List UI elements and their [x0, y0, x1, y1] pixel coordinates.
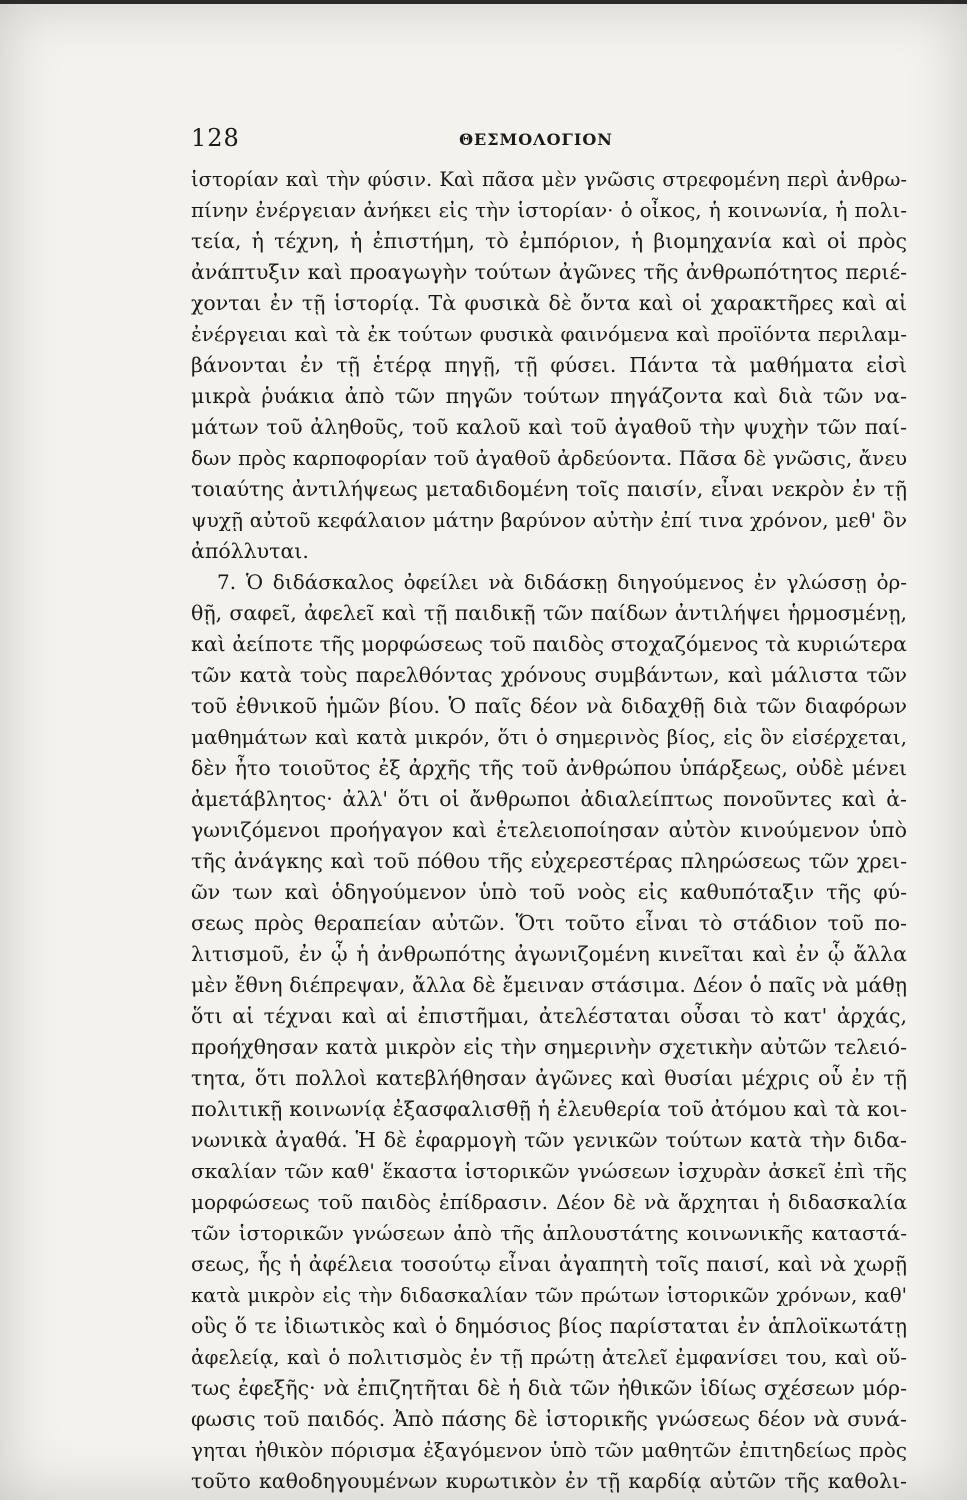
text-line: τῶν ἱστορικῶν γνώσεων ἀπὸ τῆς ἁπλουστάτης κοινωνικῆς καταστά-	[191, 1221, 907, 1245]
text-line: βάνονται ἐν τῇ ἑτέρᾳ πηγῇ, τῇ φύσει. Πάντα τὰ μαθήματα εἰσὶ	[191, 353, 907, 377]
text-line: τως ἐφεξῆς· νὰ ἐπιζητῆται δὲ ἡ διὰ τῶν ἠθικῶν ἰδίως σχέσεων μόρ-	[191, 1376, 907, 1400]
text-line: μάτων τοῦ ἀληθοῦς, τοῦ καλοῦ καὶ τοῦ ἀγαθοῦ τὴν ψυχὴν τῶν παί-	[191, 415, 907, 439]
text-line: τοῦ ἐθνικοῦ ἡμῶν βίου. Ὁ παῖς δέον νὰ διδαχθῇ διὰ τῶν διαφόρων	[191, 694, 907, 718]
text-line: κατὰ μικρὸν εἰς τὴν διδασκαλίαν τῶν πρώτων ἱστορικῶν χρόνων, καθ'	[191, 1284, 907, 1307]
text-line: γηται ἠθικὸν πόρισμα ἐξαγόμενον ὑπὸ τῶν μαθητῶν ἐπιτηδείως πρὸς	[191, 1438, 907, 1462]
text-line-paragraph-start: 7. Ὁ διδάσκαλος ὀφείλει νὰ διδάσκῃ διηγούμενος ἐν γλώσσῃ ὀρ-	[217, 570, 907, 594]
text-line: τῶν κατὰ τοὺς παρελθόντας χρόνους συμβάντων, καὶ μάλιστα τῶν	[191, 663, 907, 687]
text-line: ἐνέργειαι καὶ τὰ ἐκ τούτων φυσικὰ φαινόμενα καὶ προϊόντα περιλαμ-	[191, 322, 907, 346]
text-line: ὅτι αἱ τέχναι καὶ αἱ ἐπιστῆμαι, ἀτελέσταται οὖσαι τὸ κατ' ἀρχάς,	[191, 1004, 907, 1028]
running-title: ΘΕΣΜΟΛΟΓΙΟΝ	[459, 130, 613, 149]
page-header	[191, 124, 881, 160]
text-line: τητα, ὅτι πολλοὶ κατεβλήθησαν ἀγῶνες καὶ θυσίαι μέχρις οὗ ἐν τῇ	[191, 1066, 907, 1090]
scan-border	[0, 0, 967, 4]
text-line: ἀνάπτυξιν καὶ προαγωγὴν τούτων ἀγῶνες τῆς ἀνθρωπότητος περιέ-	[191, 260, 907, 284]
text-line-paragraph-end: ἀπόλλυται.	[191, 539, 309, 563]
text-line: τεία, ἡ τέχνη, ἡ ἐπιστήμη, τὸ ἐμπόριον, ἡ βιομηχανία καὶ οἱ πρὸς	[191, 229, 907, 253]
text-line: φωσις τοῦ παιδός. Ἀπὸ πάσης δὲ ἱστορικῆς γνώσεως δέον νὰ συνά-	[191, 1407, 907, 1431]
text-line: μαθημάτων καὶ κατὰ μικρόν, ὅτι ὁ σημερινὸς βίος, εἰς ὃν εἰσέρχεται,	[191, 725, 907, 749]
text-line: ἀμετάβλητος· ἀλλ' ὅτι οἱ ἄνθρωποι ἀδιαλείπτως πονοῦντες καὶ ἀ-	[191, 787, 907, 811]
text-line: οὓς ὅ τε ἰδιωτικὸς καὶ ὁ δημόσιος βίος παρίσταται ἐν ἁπλοϊκωτάτῃ	[191, 1314, 907, 1338]
text-line: ἀφελείᾳ, καὶ ὁ πολιτισμὸς ἐν τῇ πρώτῃ ἀτελεῖ ἐμφανίσει του, καὶ οὕ-	[191, 1345, 907, 1369]
text-line: πίνην ἐνέργειαν ἀνήκει εἰς τὴν ἱστορίαν· ὁ οἶκος, ἡ κοινωνία, ἡ πολι-	[191, 198, 907, 222]
text-line: νωνικὰ ἀγαθά. Ἡ δὲ ἐφαρμογὴ τῶν γενικῶν τούτων κατὰ τὴν διδα-	[191, 1128, 907, 1152]
text-line: προήχθησαν κατὰ μικρὸν εἰς τὴν σημερινὴν σχετικὴν αὐτῶν τελειό-	[191, 1035, 907, 1059]
text-line: θῇ, σαφεῖ, ἀφελεῖ καὶ τῇ παιδικῇ τῶν παίδων ἀντιλήψει ἡρμοσμένῃ,	[191, 601, 907, 625]
text-line: ψυχῇ αὐτοῦ κεφάλαιον μάτην βαρύνον αὐτὴν ἐπί τινα χρόνον, μεθ' ὃν	[191, 508, 907, 532]
text-line: ῶν των καὶ ὁδηγούμενον ὑπὸ τοῦ νοὸς εἰς καθυπόταξιν τῆς φύ-	[191, 880, 907, 904]
text-line: πολιτικῇ κοινωνίᾳ ἐξασφαλισθῇ ἡ ἐλευθερία τοῦ ἀτόμου καὶ τὰ κοι-	[191, 1097, 907, 1121]
text-line: ἱστορίαν καὶ τὴν φύσιν. Καὶ πᾶσα μὲν γνῶσις στρεφομένη περὶ ἀνθρω-	[191, 168, 907, 191]
text-line: δων πρὸς καρποφορίαν τοῦ ἀγαθοῦ ἀρδεύοντα. Πᾶσα δὲ γνῶσις, ἄνευ	[191, 446, 907, 470]
text-line: μορφώσεως τοῦ παιδὸς ἐπίδρασιν. Δέον δὲ νὰ ἄρχηται ἡ διδασκαλία	[191, 1190, 907, 1214]
body-text	[191, 164, 907, 1497]
text-line: μὲν ἔθνη διέπρεψαν, ἄλλα δὲ ἔμειναν στάσιμα. Δέον ὁ παῖς νὰ μάθῃ	[191, 973, 907, 997]
text-line: σκαλίαν τῶν καθ' ἕκαστα ἱστορικῶν γνώσεων ἰσχυρὰν ἀσκεῖ ἐπὶ τῆς	[191, 1159, 907, 1183]
text-line: λιτισμοῦ, ἐν ᾧ ἡ ἀνθρωπότης ἀγωνιζομένη κινεῖται καὶ ἐν ᾧ ἄλλα	[191, 942, 907, 966]
text-line: τοιαύτης ἀντιλήψεως μεταδιδομένη τοῖς παισίν, εἶναι νεκρὸν ἐν τῇ	[191, 477, 907, 501]
text-line: σεως, ἧς ἡ ἀφέλεια τοσούτῳ εἶναι ἀγαπητὴ τοῖς παισί, καὶ νὰ χωρῇ	[191, 1252, 907, 1276]
text-line: δὲν ἦτο τοιοῦτος ἐξ ἀρχῆς τῆς τοῦ ἀνθρώπου ὑπάρξεως, οὐδὲ μένει	[191, 756, 907, 780]
page-number: 128	[191, 124, 240, 152]
text-line: μικρὰ ῥυάκια ἀπὸ τῶν πηγῶν τούτων πηγάζοντα καὶ διὰ τῶν να-	[191, 384, 907, 408]
text-line: καὶ ἀείποτε τῆς μορφώσεως τοῦ παιδὸς στοχαζόμενος τὰ κυριώτερα	[191, 632, 907, 656]
text-line: γωνιζόμενοι προήγαγον καὶ ἐτελειοποίησαν αὐτὸν κινούμενον ὑπὸ	[191, 818, 907, 842]
text-line: σεως πρὸς θεραπείαν αὐτῶν. Ὅτι τοῦτο εἶναι τὸ στάδιον τοῦ πο-	[191, 911, 907, 935]
text-line: τοῦτο καθοδηγουμένων κυρωτικὸν ἐν τῇ καρδίᾳ αὐτῶν τῆς καθολι-	[191, 1469, 907, 1493]
text-line: χονται ἐν τῇ ἱστορίᾳ. Τὰ φυσικὰ δὲ ὄντα καὶ οἱ χαρακτῆρες καὶ αἱ	[191, 291, 907, 315]
text-line: τῆς ἀνάγκης καὶ τοῦ πόθου τῆς εὐχερεστέρας πληρώσεως τῶν χρει-	[191, 849, 907, 873]
